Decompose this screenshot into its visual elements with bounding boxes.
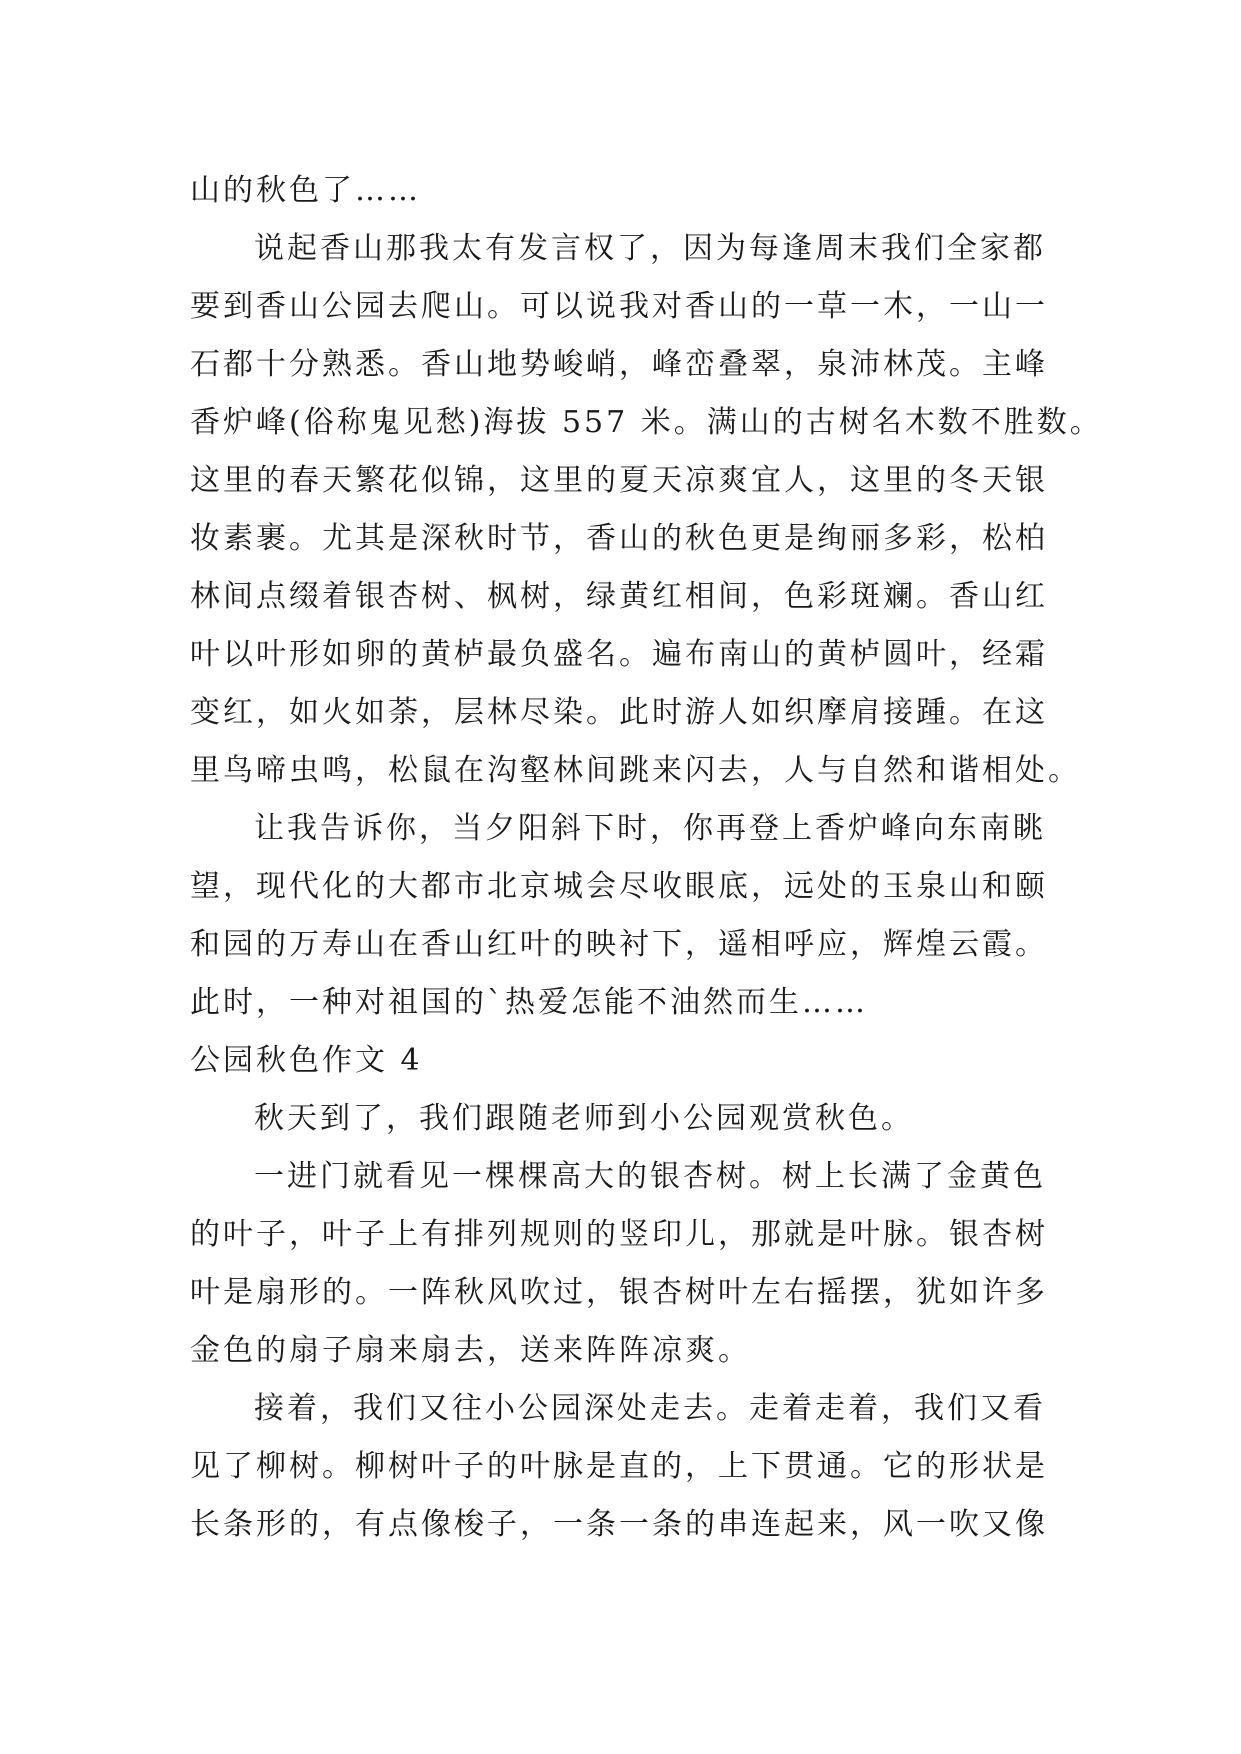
text-line: 里鸟啼虫鸣，松鼠在沟壑林间跳来闪去，人与自然和谐相处。 [190,753,1081,788]
paragraph-start-line: 一进门就看见一棵棵高大的银杏树。树上长满了金黄色 [254,1159,1046,1194]
text-line: 和园的万寿山在香山红叶的映衬下，遥相呼应，辉煌云霞。 [190,927,1048,962]
document-body [190,162,1103,1554]
text-line: 金色的扇子扇来扇去，送来阵阵凉爽。 [190,1333,751,1368]
text-line: 变红，如火如荼，层林尽染。此时游人如织摩肩接踵。在这 [190,695,1048,730]
text-line: 林间点缀着银杏树、枫树，绿黄红相间，色彩斑斓。香山红 [190,579,1048,614]
paragraph-start-line: 秋天到了，我们跟随老师到小公园观赏秋色。 [254,1101,914,1136]
text-line: 见了柳树。柳树叶子的叶脉是直的，上下贯通。它的形状是 [190,1449,1048,1484]
paragraph-start-line: 让我告诉你，当夕阳斜下时，你再登上香炉峰向东南眺 [254,811,1046,846]
text-line: 石都十分熟悉。香山地势峻峭，峰峦叠翠，泉沛林茂。主峰 [190,347,1048,382]
text-line: 此时，一种对祖国的`热爱怎能不油然而生…… [190,985,868,1020]
text-line: 要到香山公园去爬山。可以说我对香山的一草一木，一山一 [190,289,1048,324]
text-line: 叶是扇形的。一阵秋风吹过，银杏树叶左右摇摆，犹如许多 [190,1275,1048,1310]
text-line: 山的秋色了…… [190,173,421,208]
text-line: 妆素裹。尤其是深秋时节，香山的秋色更是绚丽多彩，松柏 [190,521,1048,556]
text-line: 望，现代化的大都市北京城会尽收眼底，远处的玉泉山和颐 [190,869,1048,904]
text-line: 这里的春天繁花似锦，这里的夏天凉爽宜人，这里的冬天银 [190,463,1048,498]
paragraph-start-line: 接着，我们又往小公园深处走去。走着走着，我们又看 [254,1391,1046,1426]
text-line: 长条形的，有点像梭子，一条一条的串连起来，风一吹又像 [190,1507,1048,1542]
section-heading: 公园秋色作文 4 [190,1043,423,1078]
text-line: 香炉峰(俗称鬼见愁)海拔 557 米。满山的古树名木数不胜数。 [190,405,1103,440]
text-line: 叶以叶形如卵的黄栌最负盛名。遍布南山的黄栌圆叶，经霜 [190,637,1048,672]
text-line: 的叶子，叶子上有排列规则的竖印儿，那就是叶脉。银杏树 [190,1217,1048,1252]
paragraph-start-line: 说起香山那我太有发言权了，因为每逢周末我们全家都 [254,231,1046,266]
